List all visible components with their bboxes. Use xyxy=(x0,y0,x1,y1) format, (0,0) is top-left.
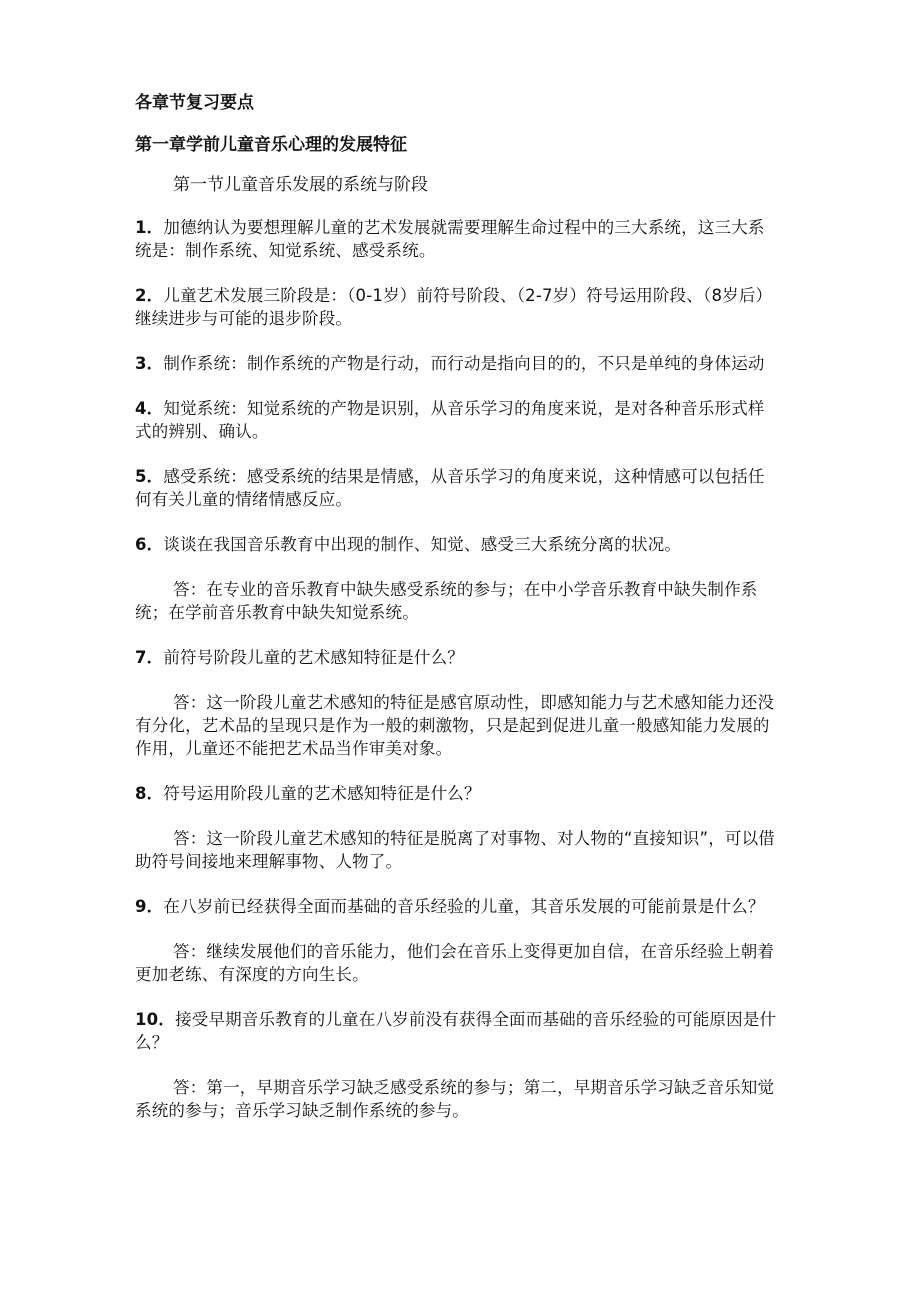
answer-text: 答：这一阶段儿童艺术感知的特征是感官原动性，即感知能力与艺术感知能力还没有分化，艺术品的呈现只是作为一般的刺激物，只是起到促进儿童一般感知能力发展的作用，儿童还不能把艺术品当作审美对象。 xyxy=(135,693,775,758)
question-text: 前符号阶段儿童的艺术感知特征是什么？ xyxy=(163,648,464,667)
answer-text: 答：继续发展他们的音乐能力，他们会在音乐上变得更加自信，在音乐经验上朝着更加老练、有深度的方向生长。 xyxy=(135,942,775,984)
list-item xyxy=(135,465,780,511)
item-number: 3． xyxy=(135,354,164,373)
question-item xyxy=(135,533,780,556)
chapter-title: 第一章学前儿童音乐心理的发展特征 xyxy=(135,135,407,155)
question-text: 谈谈在我国音乐教育中出现的制作、知觉、感受三大系统分离的状况。 xyxy=(163,535,682,554)
document-title: 各章节复习要点 xyxy=(135,93,254,113)
item-text: 加德纳认为要想理解儿童的艺术发展就需要理解生命过程中的三大系统，这三大系统是：制作系统、知觉系统、感受系统。 xyxy=(135,218,765,260)
item-number: 9． xyxy=(135,897,164,916)
item-number: 2． xyxy=(135,286,164,305)
item-number: 6． xyxy=(135,535,164,554)
item-number: 4． xyxy=(135,399,164,418)
item-number: 5． xyxy=(135,467,164,486)
item-text: 感受系统：感受系统的结果是情感，从音乐学习的角度来说，这种情感可以包括任何有关儿童的情绪情感反应。 xyxy=(135,467,765,509)
list-item xyxy=(135,284,780,330)
question-text: 接受早期音乐教育的儿童在八岁前没有获得全面而基础的音乐经验的可能原因是什么？ xyxy=(135,1010,777,1052)
item-text: 制作系统：制作系统的产物是行动，而行动是指向目的的，不只是单纯的身体运动 xyxy=(163,354,765,373)
section-title: 第一节儿童音乐发展的系统与阶段 xyxy=(173,175,428,195)
item-number: 7． xyxy=(135,648,164,667)
answer-text: 答：在专业的音乐教育中缺失感受系统的参与；在中小学音乐教育中缺失制作系统；在学前音乐教育中缺失知觉系统。 xyxy=(135,580,758,622)
item-text: 知觉系统：知觉系统的产物是识别，从音乐学习的角度来说，是对各种音乐形式样式的辨别、确认。 xyxy=(135,399,765,441)
list-item xyxy=(135,397,780,443)
question-text: 在八岁前已经获得全面而基础的音乐经验的儿童，其音乐发展的可能前景是什么？ xyxy=(163,897,765,916)
item-number: 10． xyxy=(135,1010,176,1029)
item-number: 8． xyxy=(135,784,164,803)
item-number: 1． xyxy=(135,218,164,237)
question-item xyxy=(135,895,780,918)
answer-text: 答：这一阶段儿童艺术感知的特征是脱离了对事物、对人物的“直接知识”，可以借助符号间接地来理解事物、人物了。 xyxy=(135,829,775,871)
question-text: 符号运用阶段儿童的艺术感知特征是什么？ xyxy=(163,784,481,803)
question-item xyxy=(135,782,780,805)
list-item xyxy=(135,216,780,262)
answer-text: 答：第一，早期音乐学习缺乏感受系统的参与；第二，早期音乐学习缺乏音乐知觉系统的参与；音乐学习缺乏制作系统的参与。 xyxy=(135,1078,775,1120)
list-item xyxy=(135,352,780,375)
document-body xyxy=(135,90,780,1144)
question-item xyxy=(135,646,780,669)
item-text: 儿童艺术发展三阶段是：（0-1岁）前符号阶段、（2-7岁）符号运用阶段、（8岁后）继续进步与可能的退步阶段。 xyxy=(135,286,773,328)
question-item xyxy=(135,1008,780,1054)
